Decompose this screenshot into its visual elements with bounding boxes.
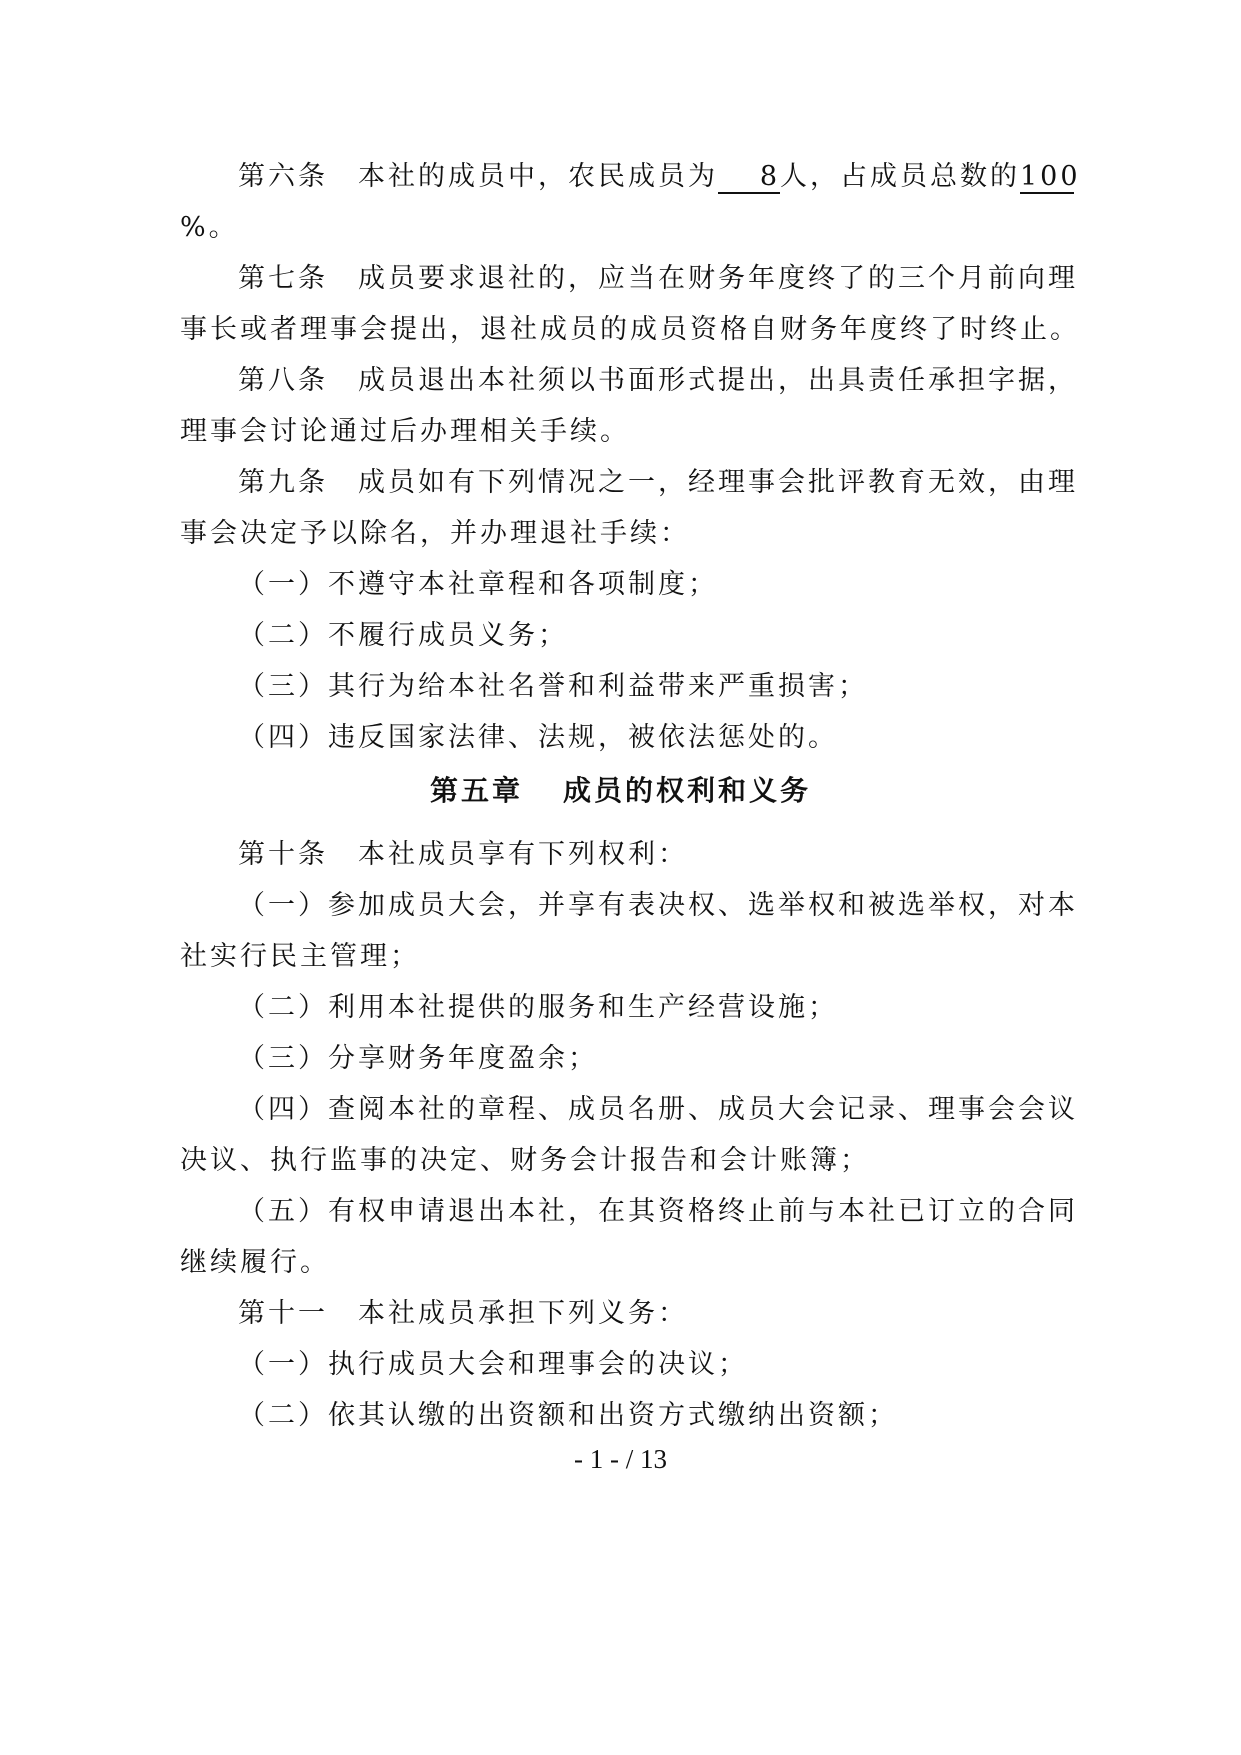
article-7-line-2: 事长或者理事会提出，退社成员的成员资格自财务年度终了时终止。	[180, 314, 1080, 345]
article-10-item-4-line-1: （四）查阅本社的章程、成员名册、成员大会记录、理事会会议	[238, 1094, 1078, 1125]
article-10-item-5-line-2: 继续履行。	[180, 1247, 330, 1278]
article-10-item-1-line-1: （一）参加成员大会，并享有表决权、选举权和被选举权，对本	[238, 890, 1078, 921]
farmer-member-percent-blank: 100	[1020, 161, 1081, 192]
article-9-item-3: （三）其行为给本社名誉和利益带来严重损害；	[238, 671, 868, 702]
article-11-item-2: （二）依其认缴的出资额和出资方式缴纳出资额；	[238, 1400, 898, 1431]
article-10-item-2: （二）利用本社提供的服务和生产经营设施；	[238, 992, 838, 1023]
article-6-line-2: %。	[180, 212, 239, 243]
article-9-line-2: 事会决定予以除名，并办理退社手续：	[180, 518, 690, 549]
article-9-item-1: （一）不遵守本社章程和各项制度；	[238, 569, 718, 600]
article-9-item-4: （四）违反国家法律、法规，被依法惩处的。	[238, 722, 838, 753]
article-8-line-1: 第八条 成员退出本社须以书面形式提出，出具责任承担字据，	[238, 365, 1078, 396]
article-9-item-2: （二）不履行成员义务；	[238, 620, 568, 651]
article-10-item-1-line-2: 社实行民主管理；	[180, 941, 420, 972]
farmer-member-count-blank: 8	[718, 162, 780, 194]
article-10-item-4-line-2: 决议、执行监事的决定、财务会计报告和会计账簿；	[180, 1145, 870, 1176]
article-8-line-2: 理事会讨论通过后办理相关手续。	[180, 416, 630, 447]
article-10-item-3: （三）分享财务年度盈余；	[238, 1043, 598, 1074]
article-10-item-5-line-1: （五）有权申请退出本社，在其资格终止前与本社已订立的合同	[238, 1196, 1078, 1227]
chapter-number: 第五章	[429, 774, 523, 807]
article-9-line-1: 第九条 成员如有下列情况之一，经理事会批评教育无效，由理	[238, 467, 1078, 498]
chapter-title: 成员的权利和义务	[563, 774, 812, 807]
article-11-item-1: （一）执行成员大会和理事会的决议；	[238, 1349, 748, 1380]
article-11-heading: 第十一 本社成员承担下列义务：	[238, 1298, 688, 1329]
article-6-text: 第六条 本社的成员中，农民成员为	[238, 161, 718, 192]
article-10-heading: 第十条 本社成员享有下列权利：	[238, 839, 688, 870]
chapter-heading	[0, 771, 1241, 811]
article-6-line-1	[0, 157, 1241, 197]
page-number: - 1 - / 13	[574, 1444, 667, 1474]
article-7-line-1: 第七条 成员要求退社的，应当在财务年度终了的三个月前向理	[238, 263, 1078, 294]
article-6-text-mid: 人，占成员总数的	[780, 161, 1020, 192]
